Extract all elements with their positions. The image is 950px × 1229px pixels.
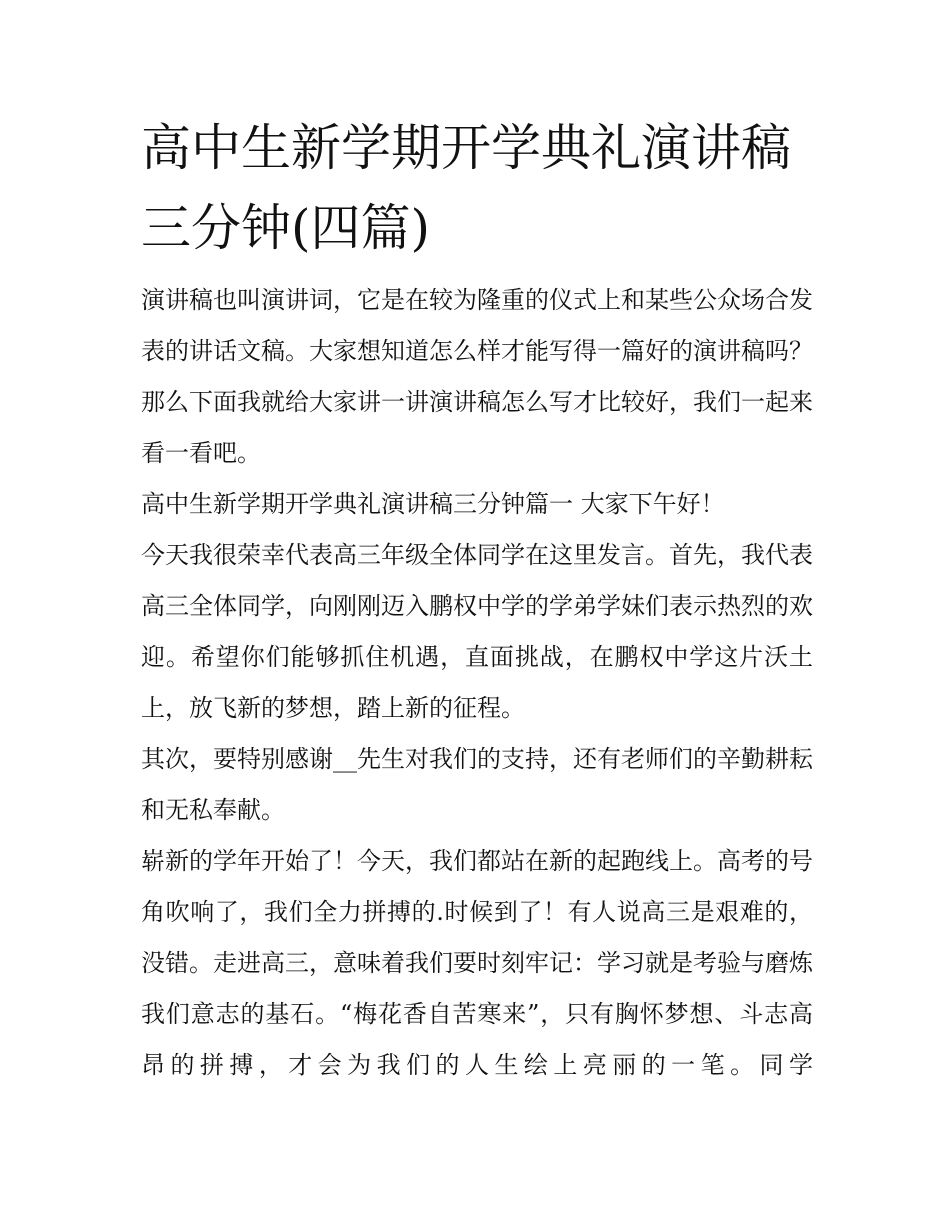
section-heading-paragraph: 高中生新学期开学典礼演讲稿三分钟篇一 大家下午好！ — [141, 490, 725, 518]
document-title: 高中生新学期开学典礼演讲稿三分钟(四篇) — [141, 119, 791, 257]
body-paragraph: 崭新的学年开始了！今天，我们都站在新的起跑线上。高考的号角吹响了，我们全力拼搏的.时候到了！有人说高三是艰难的，没错。走进高三，意味着我们要时刻牢记：学习就是考验与磨炼我们意志的基石。“梅花香自苦寒来”，只有胸怀梦想、斗志高昂的拼搏，才会为我们的人生绘上亮丽的一笔。同学 — [141, 847, 813, 1079]
body-paragraph: 今天我很荣幸代表高三年级全体同学在这里发言。首先，我代表高三全体同学，向刚刚迈入鹏权中学的学弟学妹们表示热烈的欢迎。希望你们能够抓住机遇，直面挑战，在鹏权中学这片沃土上，放飞新的梦想，踏上新的征程。 — [141, 541, 813, 722]
intro-paragraph: 演讲稿也叫演讲词，它是在较为隆重的仪式上和某些公众场合发表的讲话文稿。大家想知道怎么样才能写得一篇好的演讲稿吗？那么下面我就给大家讲一讲演讲稿怎么写才比较好，我们一起来看一看吧。 — [141, 286, 813, 467]
document-body — [141, 275, 813, 1091]
body-paragraph: 其次，要特别感谢__先生对我们的支持，还有老师们的辛勤耕耘和无私奉献。 — [141, 745, 813, 824]
